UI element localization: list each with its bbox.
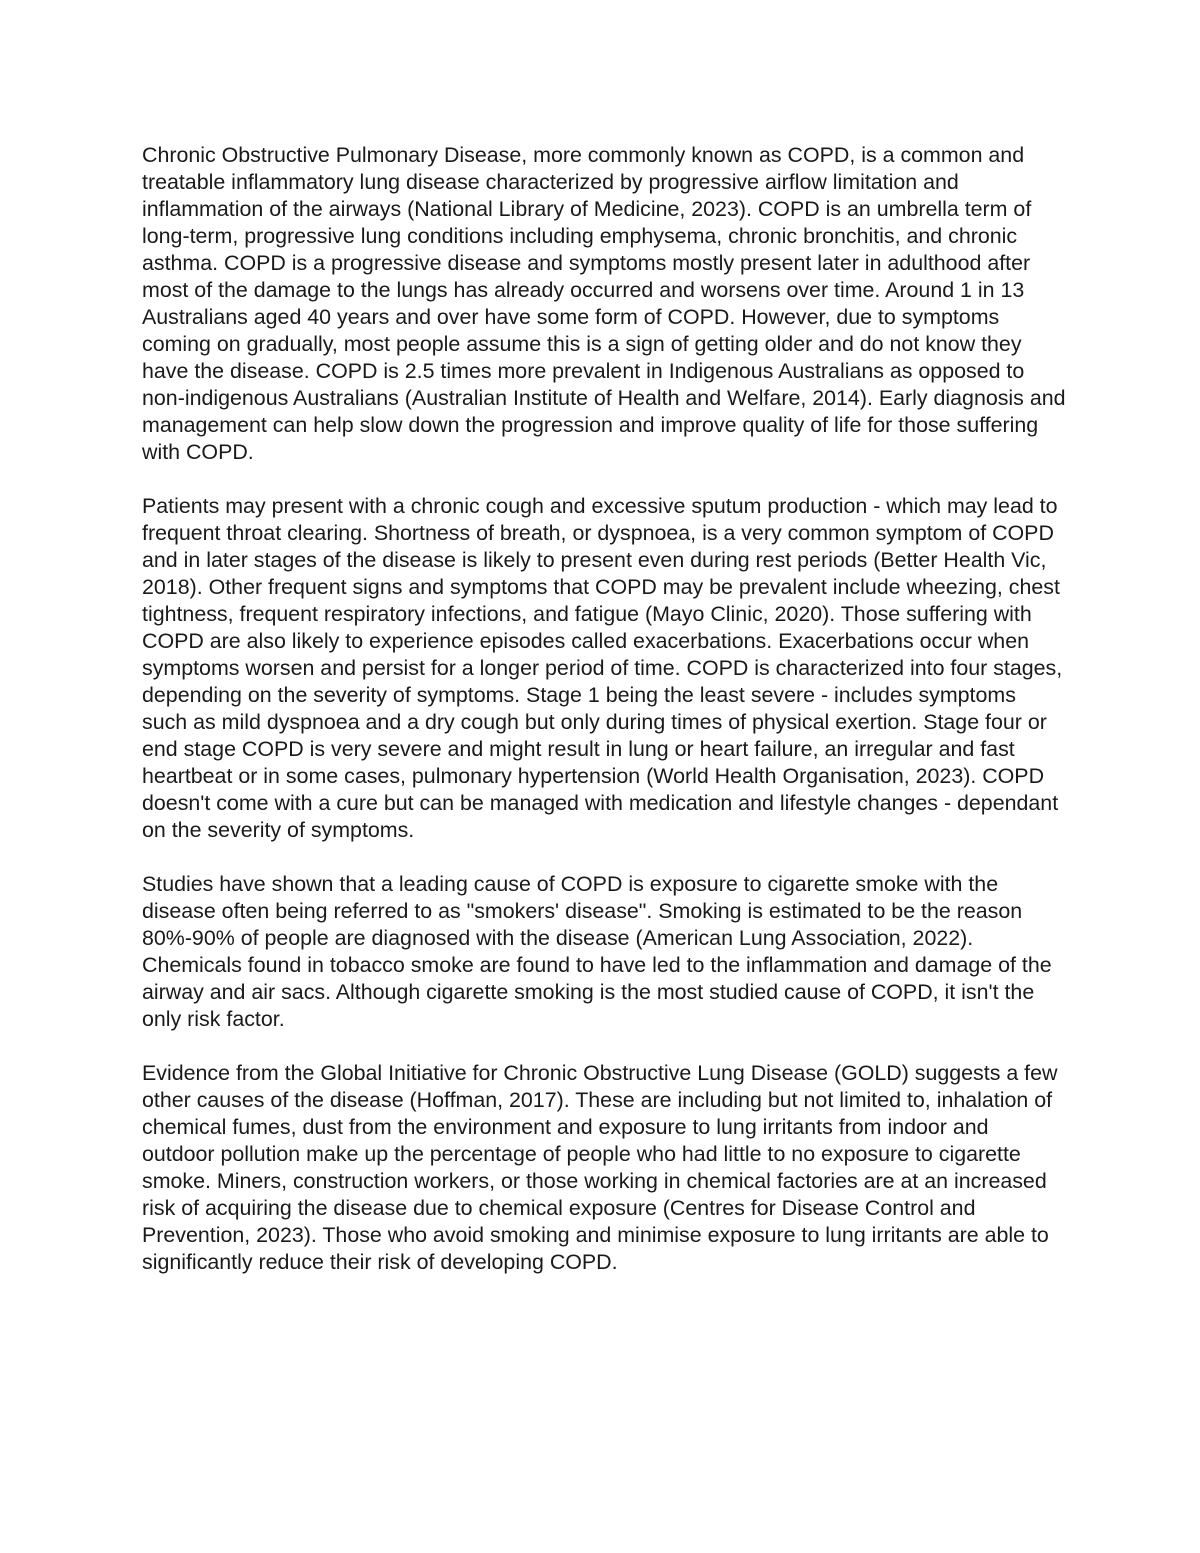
paragraph-other-causes: Evidence from the Global Initiative for Chronic Obstructive Lung Disease (GOLD) suggests a few other causes of the disease (Hoffman, 2017). These are including but not limited to, inhalation of chemical fumes, dust from the environment and exposure to lung irritants from indoor and outdoor pollution make up the percentage of people who had little to no exposure to cigarette smoke. Miners, construction workers, or those working in chemical factories are at an increased risk of acquiring the disease due to chemical exposure (Centres for Disease Control and Prevention, 2023). Those who avoid smoking and minimise exposure to lung irritants are able to significantly reduce their risk of developing COPD.	[142, 1061, 1058, 1274]
paragraph-smoking-cause: Studies have shown that a leading cause of COPD is exposure to cigarette smoke with the disease often being referred to as "smokers' disease". Smoking is estimated to be the reason 80%-90% of people are diagnosed with the disease (American Lung Association, 2022). Chemicals found in tobacco smoke are found to have led to the inflammation and damage of the airway and air sacs. Although cigarette smoking is the most studied cause of COPD, it isn't the only risk factor.	[142, 872, 1052, 1031]
document-body	[142, 142, 1067, 1276]
paragraph-copd-overview: Chronic Obstructive Pulmonary Disease, more commonly known as COPD, is a common and treatable inflammatory lung disease characterized by progressive airflow limitation and inflammation of the airways (National Library of Medicine, 2023). COPD is an umbrella term of long-term, progressive lung conditions including emphysema, chronic bronchitis, and chronic asthma. COPD is a progressive disease and symptoms mostly present later in adulthood after most of the damage to the lungs has already occurred and worsens over time. Around 1 in 13 Australians aged 40 years and over have some form of COPD. However, due to symptoms coming on gradually, most people assume this is a sign of getting older and do not know they have the disease. COPD is 2.5 times more prevalent in Indigenous Australians as opposed to non-indigenous Australians (Australian Institute of Health and Welfare, 2014). Early diagnosis and management can help slow down the progression and improve quality of life for those suffering with COPD.	[142, 143, 1066, 464]
paragraph-symptoms-stages: Patients may present with a chronic cough and excessive sputum production - which may lead to frequent throat clearing. Shortness of breath, or dyspnoea, is a very common symptom of COPD and in later stages of the disease is likely to present even during rest periods (Better Health Vic, 2018). Other frequent signs and symptoms that COPD may be prevalent include wheezing, chest tightness, frequent respiratory infections, and fatigue (Mayo Clinic, 2020). Those suffering with COPD are also likely to experience episodes called exacerbations. Exacerbations occur when symptoms worsen and persist for a longer period of time. COPD is characterized into four stages, depending on the severity of symptoms. Stage 1 being the least severe - includes symptoms such as mild dyspnoea and a dry cough but only during times of physical exertion. Stage four or end stage COPD is very severe and might result in lung or heart failure, an irregular and fast heartbeat or in some cases, pulmonary hypertension (World Health Organisation, 2023). COPD doesn't come with a cure but can be managed with medication and lifestyle changes - dependant on the severity of symptoms.	[142, 494, 1063, 842]
